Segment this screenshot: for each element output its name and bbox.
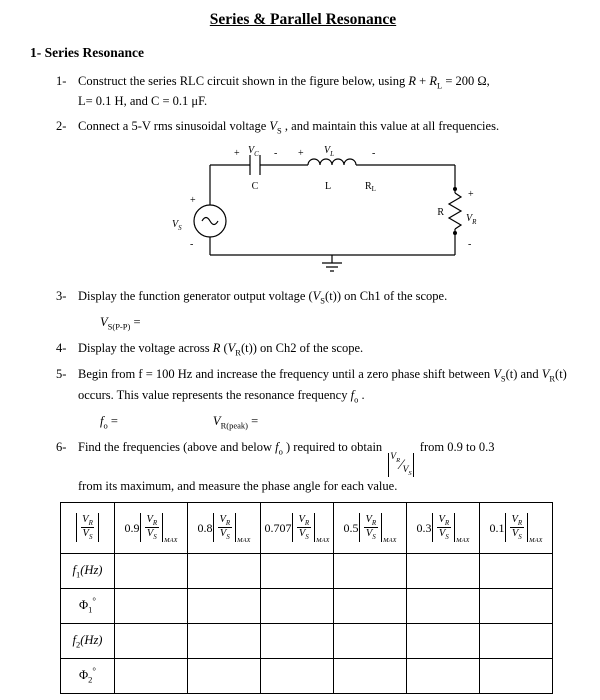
page-title: Series & Parallel Resonance — [209, 11, 397, 28]
empty-cell — [188, 658, 261, 693]
vs-subscript: S — [320, 295, 326, 305]
text: Connect a 5-V rms sinusoidal voltage — [78, 118, 270, 133]
item-text — [78, 438, 576, 496]
resonance-answer-blanks — [100, 412, 576, 432]
instruction-3 — [56, 287, 576, 307]
item-text — [78, 117, 576, 137]
minus-sign: - — [468, 238, 472, 250]
v-subscript: S(P-P) — [107, 321, 131, 332]
text: (t)) on Ch2 of the scope. — [240, 341, 364, 355]
vr-label: $V_R$ — [466, 212, 477, 226]
empty-cell — [334, 553, 407, 588]
empty-cell — [407, 658, 480, 693]
item-number: 2- — [56, 118, 67, 133]
instruction-5 — [56, 365, 576, 406]
circuit-diagram — [160, 143, 490, 273]
vs-subscript: S — [277, 125, 282, 135]
text: Begin from f = 100 Hz and increase the frequency until a zero phase shift between — [78, 367, 494, 382]
minus-sign: - — [190, 238, 194, 250]
empty-cell — [480, 588, 553, 623]
empty-cell — [188, 623, 261, 658]
vr-vs-fraction: $\frac{V_R}{V_S}$ — [505, 513, 528, 542]
coefficient: 0.1 — [489, 520, 505, 535]
vr-vs-fraction: $\frac{V_R}{V_S}$ — [432, 513, 455, 542]
vs-label: $V_S$ — [172, 218, 182, 232]
text: from its maximum, and measure the phase angle for each value. — [78, 479, 398, 493]
instruction-4 — [56, 339, 576, 359]
table-row-phi2 — [61, 658, 553, 693]
plus-sign: + — [190, 194, 196, 206]
fo-answer-blank — [100, 412, 118, 432]
coefficient: 0.3 — [416, 520, 432, 535]
plus-sign: + — [298, 147, 304, 159]
max-subscript: MAX — [237, 537, 251, 544]
rl-subscript: L — [436, 80, 443, 90]
resistor-symbol — [449, 193, 461, 229]
vr-vs-fraction: $\frac{V_R}{V_S}$ — [76, 513, 99, 542]
text: ) required to obtain — [282, 440, 386, 454]
item-text — [78, 365, 576, 406]
header-0.9 — [115, 502, 188, 553]
vr-vs-ratio — [388, 453, 413, 477]
vrpeak-answer-blank — [213, 412, 258, 432]
vs-subscript: S — [500, 373, 506, 384]
coefficient: 0.5 — [343, 520, 359, 535]
fo-symbol: f — [350, 387, 355, 402]
max-subscript: MAX — [383, 537, 397, 544]
measurement-table — [60, 502, 553, 694]
header-0.707 — [261, 502, 334, 553]
table-row-phi1 — [61, 588, 553, 623]
empty-cell — [115, 658, 188, 693]
text: (t)) on Ch1 of the scope. — [325, 288, 448, 303]
v-symbol: V — [100, 314, 108, 329]
circuit-figure — [160, 143, 576, 279]
empty-cell — [188, 588, 261, 623]
empty-cell — [334, 658, 407, 693]
row-label-phi2: $\Phi_2^\circ$ — [61, 658, 115, 693]
empty-cell — [261, 623, 334, 658]
item-number: 3- — [56, 288, 67, 303]
empty-cell — [407, 623, 480, 658]
plus-sign: + — [234, 147, 240, 159]
max-subscript: MAX — [456, 537, 470, 544]
node-dot — [453, 231, 457, 235]
r-symbol: R — [408, 73, 417, 88]
empty-cell — [480, 623, 553, 658]
l-label: L — [324, 180, 332, 192]
text: Construct the series RLC circuit shown in the figure below, using — [78, 73, 409, 88]
table-row-f1 — [61, 553, 553, 588]
minus-sign: - — [372, 147, 376, 159]
c-label: C — [251, 180, 259, 192]
vs-symbol: V — [269, 118, 278, 133]
fraction-slash: ⁄ — [400, 456, 403, 473]
f-subscript: o — [103, 420, 108, 431]
text: Display the voltage across — [78, 341, 213, 355]
empty-cell — [261, 588, 334, 623]
instruction-6 — [56, 438, 576, 496]
vr-symbol: V — [541, 367, 550, 382]
empty-cell — [334, 623, 407, 658]
table-row-f2 — [61, 623, 553, 658]
r-symbol: R — [212, 341, 221, 355]
empty-cell — [480, 658, 553, 693]
header-ratio — [61, 502, 115, 553]
rl-label: $R_L$ — [365, 180, 376, 193]
denominator: $V_S$ — [402, 464, 412, 477]
text: (t) and — [505, 367, 542, 382]
item-text — [78, 287, 576, 307]
empty-cell — [407, 588, 480, 623]
text: , and maintain this value at all frequencies. — [281, 118, 500, 133]
empty-cell — [480, 553, 553, 588]
header-0.3 — [407, 502, 480, 553]
header-0.8 — [188, 502, 261, 553]
fo-subscript: o — [278, 446, 283, 457]
text: (t) occurs. This value represents the resonance frequency — [78, 367, 567, 402]
empty-cell — [261, 553, 334, 588]
v-symbol: V — [212, 413, 221, 428]
item-text — [78, 72, 576, 111]
text: . — [358, 387, 365, 402]
equals-sign: = — [130, 314, 141, 329]
fo-symbol: f — [275, 440, 279, 454]
vr-symbol: V — [227, 341, 236, 355]
vs-symbol: V — [312, 288, 321, 303]
minus-sign: - — [274, 147, 278, 159]
plus-sign: + — [468, 188, 474, 200]
coefficient: 0.9 — [124, 520, 140, 535]
item-number: 5- — [56, 367, 67, 382]
empty-cell — [407, 553, 480, 588]
numerator: $V_R$ — [390, 452, 401, 464]
vspp-answer-blank — [100, 313, 576, 333]
empty-cell — [115, 588, 188, 623]
instruction-1 — [56, 72, 576, 111]
row-label-phi1: $\Phi_1^\circ$ — [61, 588, 115, 623]
header-0.1 — [480, 502, 553, 553]
vr-vs-fraction: $\frac{V_R}{V_S}$ — [359, 513, 382, 542]
text: Find the frequencies (above and below — [78, 440, 276, 454]
empty-cell — [261, 658, 334, 693]
fo-subscript: o — [354, 394, 359, 404]
text: = 200 Ω, — [442, 73, 490, 88]
item-number: 4- — [56, 341, 67, 355]
empty-cell — [188, 553, 261, 588]
vr-subscript: R — [235, 347, 241, 358]
r-label: R — [437, 206, 444, 218]
empty-cell — [115, 553, 188, 588]
row-label-f1: $f_1(Hz)$ — [61, 553, 115, 588]
vc-label: $V_C$ — [248, 144, 259, 158]
row-label-f2: $f_2(Hz)$ — [61, 623, 115, 658]
max-subscript: MAX — [316, 537, 330, 544]
v-subscript: R(peak) — [220, 420, 248, 431]
text: Display the function generator output voltage ( — [78, 288, 313, 303]
text: L= 0.1 H, and C = 0.1 μF. — [78, 93, 208, 108]
empty-cell — [115, 623, 188, 658]
f-symbol: f — [100, 413, 104, 428]
text: ( — [220, 341, 228, 355]
equals-sign: = — [107, 413, 118, 428]
inductor-symbol — [308, 159, 356, 165]
table-header-row — [61, 502, 553, 553]
empty-cell — [334, 588, 407, 623]
vr-vs-fraction: $\frac{V_R}{V_S}$ — [292, 513, 315, 542]
equals-sign: = — [247, 413, 259, 428]
instruction-2 — [56, 117, 576, 137]
item-number: 6- — [56, 440, 67, 454]
node-dot — [453, 187, 457, 191]
coefficient: 0.8 — [197, 520, 213, 535]
vl-label: $V_L$ — [324, 144, 335, 158]
vr-vs-fraction: $\frac{V_R}{V_S}$ — [213, 513, 236, 542]
vr-vs-fraction: $\frac{V_R}{V_S}$ — [140, 513, 163, 542]
item-number: 1- — [56, 73, 67, 88]
item-text — [78, 339, 576, 359]
sine-wave-icon — [202, 217, 218, 224]
vs-symbol: V — [493, 367, 501, 382]
max-subscript: MAX — [529, 537, 543, 544]
section-heading: 1- Series Resonance — [30, 45, 144, 61]
rl-symbol: R — [429, 73, 437, 88]
header-0.5 — [334, 502, 407, 553]
ground-symbol — [322, 255, 342, 271]
max-subscript: MAX — [164, 537, 178, 544]
vr-subscript: R — [549, 373, 556, 384]
text: + — [416, 73, 430, 88]
coefficient: 0.707 — [264, 520, 292, 535]
text: from 0.9 to 0.3 — [416, 440, 495, 454]
